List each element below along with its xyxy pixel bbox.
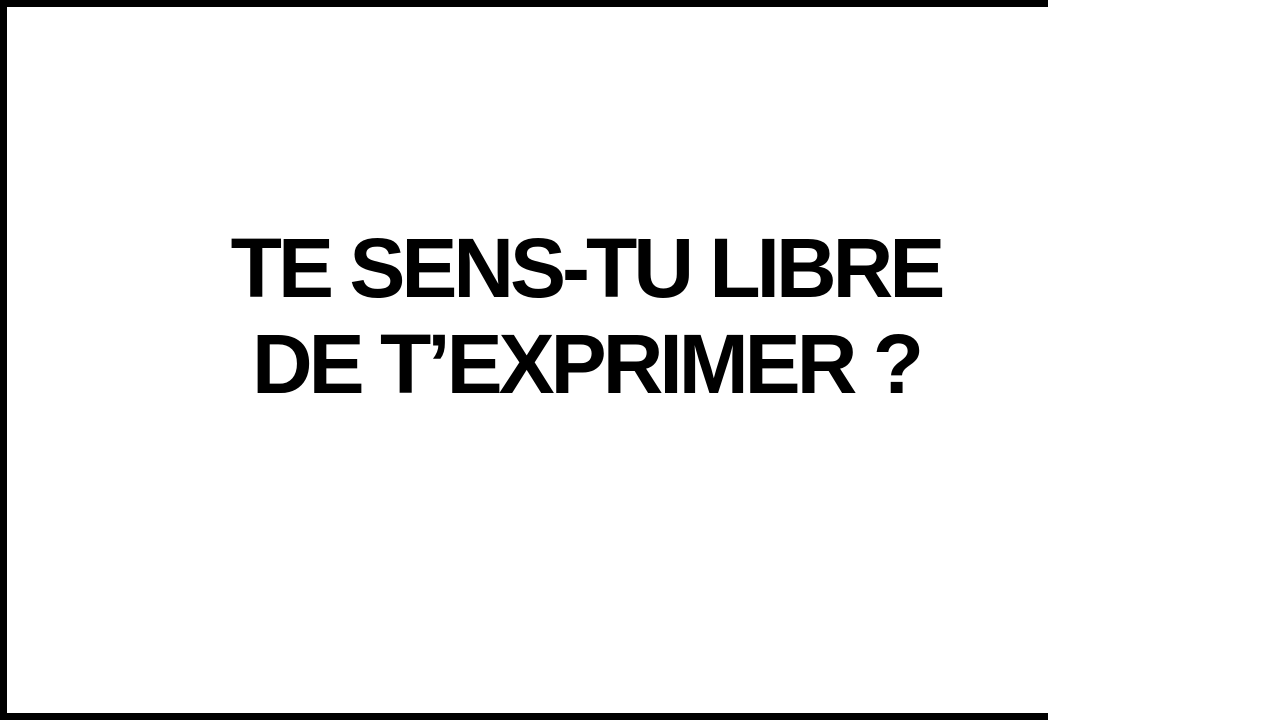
frame-border-top bbox=[0, 0, 1048, 7]
headline-line-1: TE SENS-TU LIBRE bbox=[230, 221, 942, 315]
frame-border-bottom bbox=[0, 713, 1048, 720]
headline-line-2: DE T’EXPRIMER ? bbox=[251, 317, 921, 411]
frame-border-left bbox=[0, 0, 7, 720]
slide-headline bbox=[186, 220, 986, 412]
